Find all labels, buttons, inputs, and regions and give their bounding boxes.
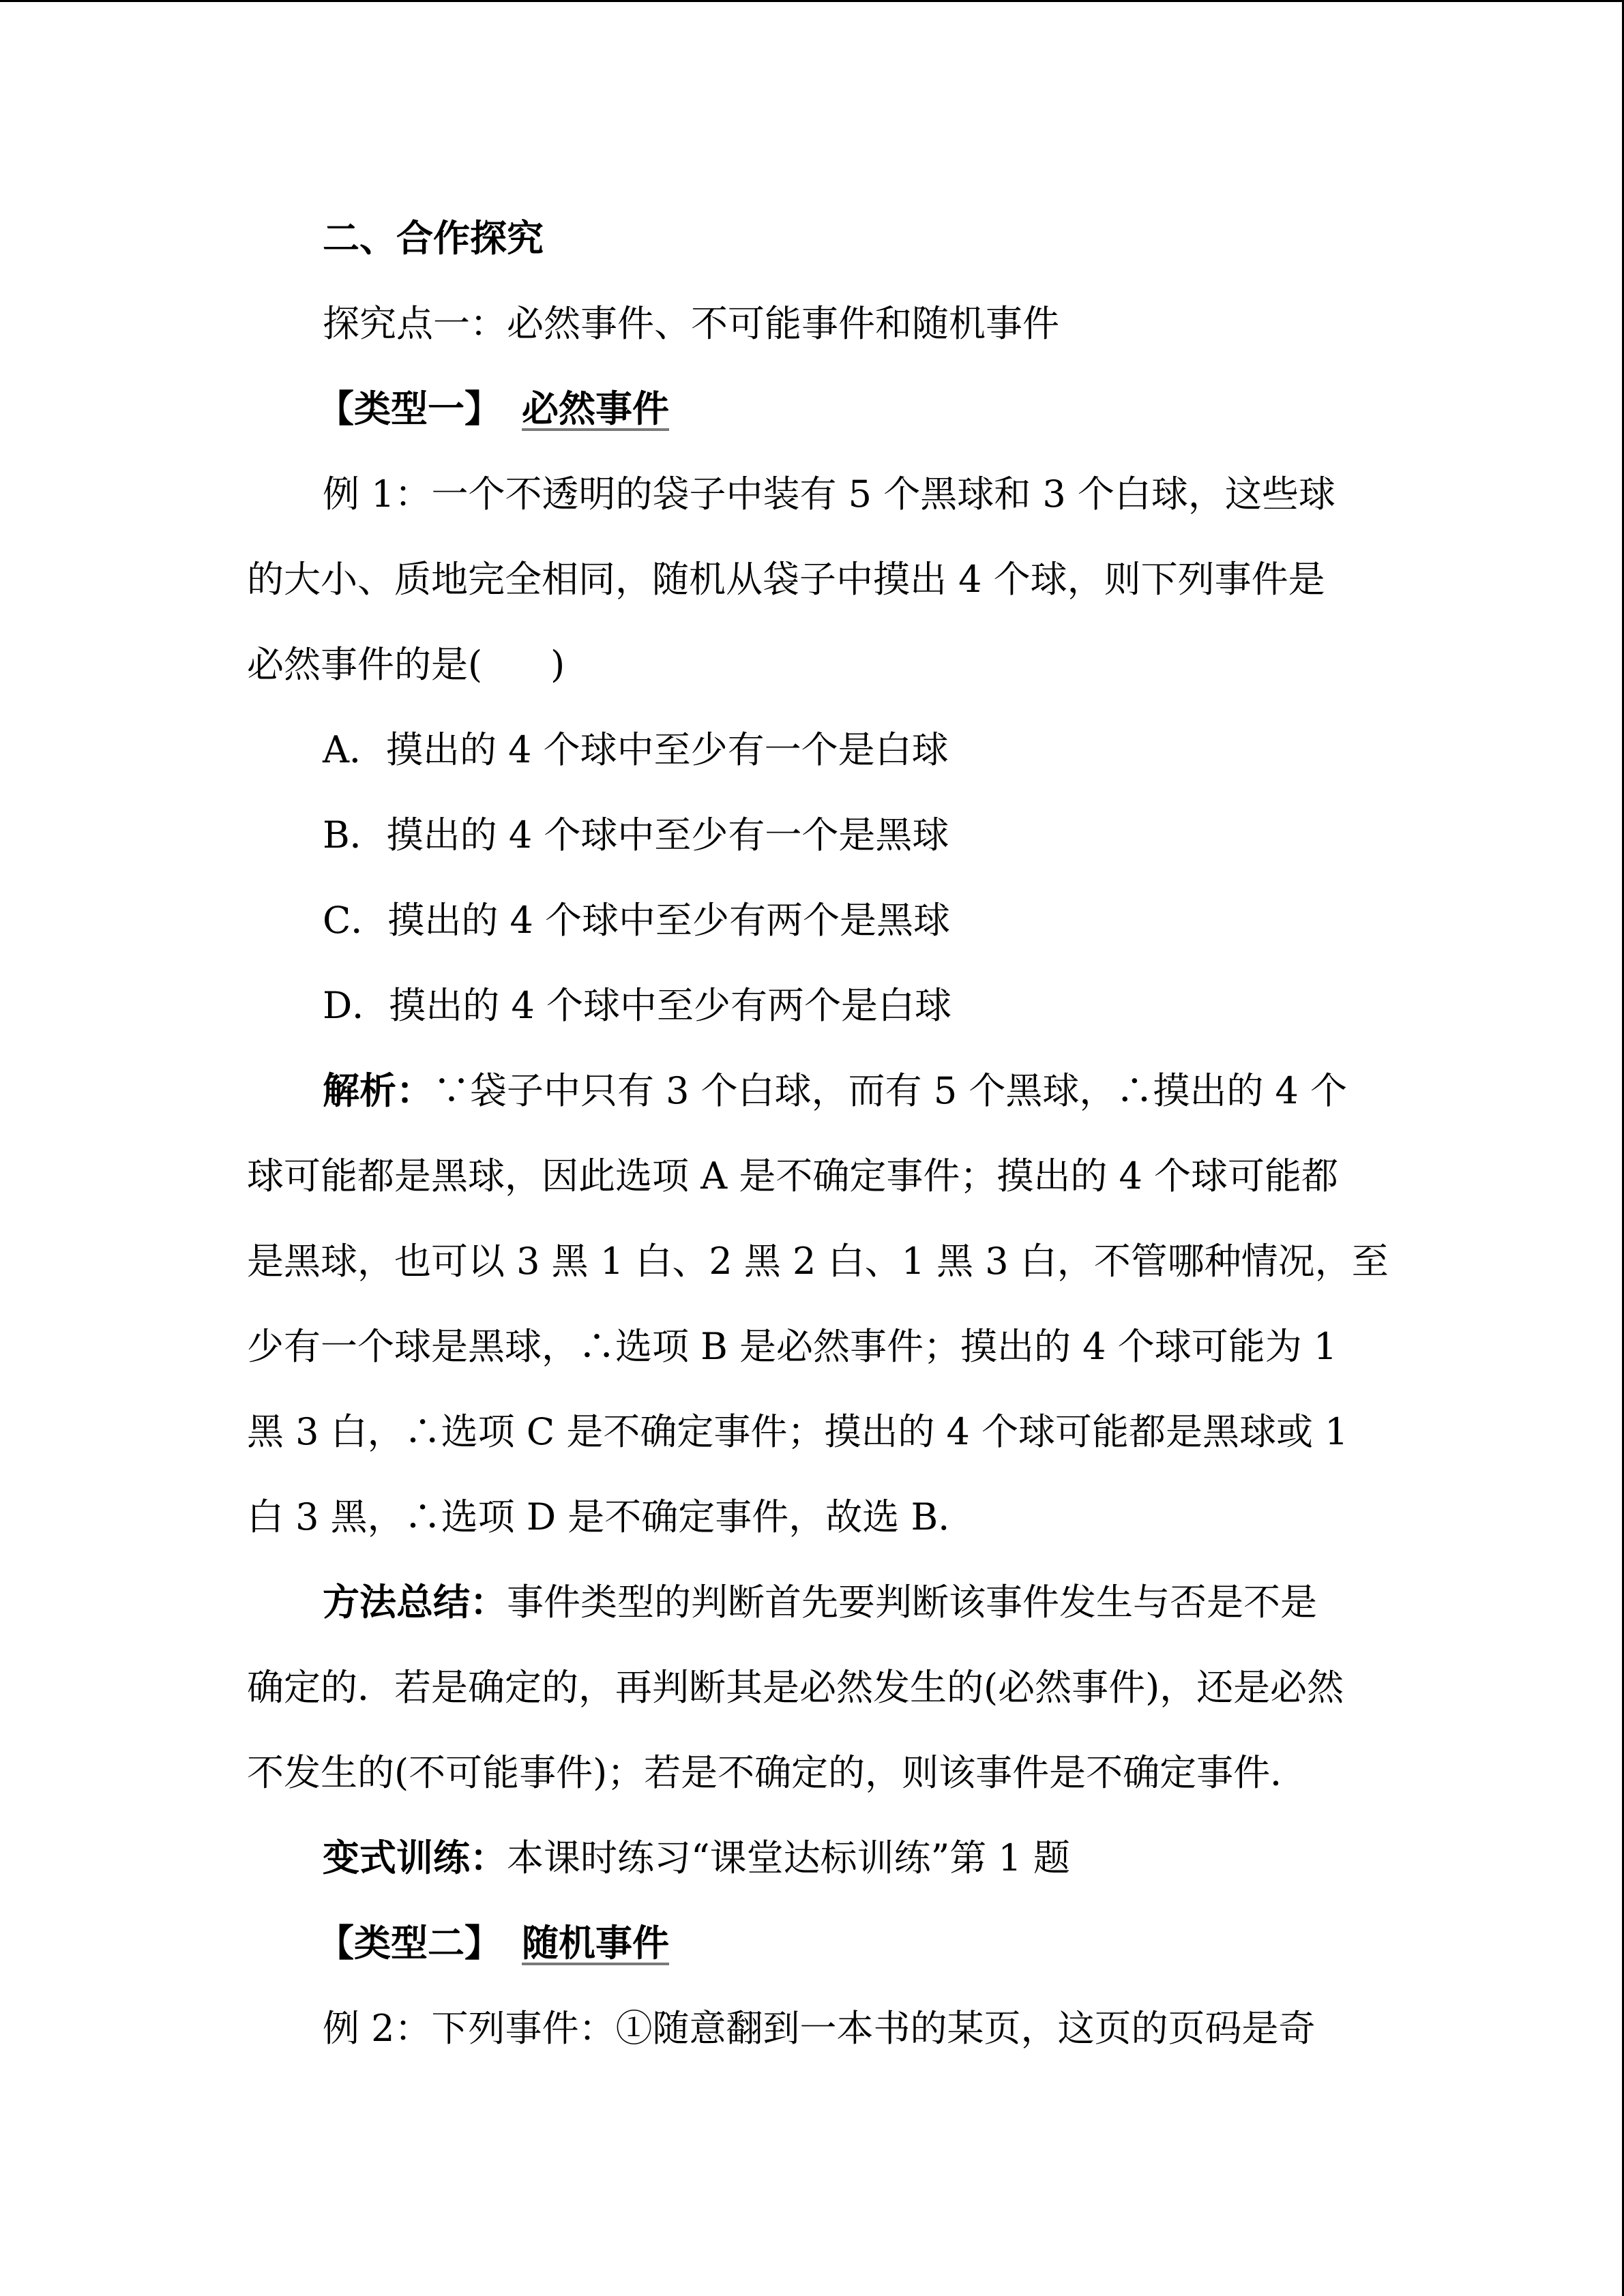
topic-heading: 探究点一：必然事件、不可能事件和随机事件 bbox=[323, 302, 1059, 345]
method-line-2: 确定的．若是确定的，再判断其是必然发生的(必然事件)，还是必然 bbox=[247, 1666, 1344, 1709]
analysis-line-1 bbox=[323, 1067, 1347, 1115]
variant-label: 变式训练： bbox=[323, 1836, 507, 1879]
type1-label: 【类型一】 bbox=[317, 387, 501, 430]
analysis-label: 解析： bbox=[323, 1069, 433, 1112]
type1-heading bbox=[317, 385, 669, 433]
option-d: D．摸出的 4 个球中至少有两个是白球 bbox=[323, 984, 951, 1027]
variant-line bbox=[323, 1834, 1070, 1882]
page-border-top bbox=[0, 0, 1624, 2]
example1-line-1: 例 1：一个不透明的袋子中装有 5 个黑球和 3 个白球，这些球 bbox=[323, 473, 1335, 516]
variant-text: 本课时练习“课堂达标训练”第 1 题 bbox=[507, 1836, 1070, 1879]
analysis-line-6: 白 3 黑，∴选项 D 是不确定事件，故选 B. bbox=[247, 1495, 950, 1538]
type2-label: 【类型二】 bbox=[317, 1922, 501, 1965]
analysis-line-4: 少有一个球是黑球，∴选项 B 是必然事件；摸出的 4 个球可能为 1 bbox=[247, 1325, 1338, 1368]
type2-heading bbox=[317, 1920, 669, 1967]
method-label: 方法总结： bbox=[323, 1581, 507, 1624]
example1-paren-close: ) bbox=[550, 643, 565, 686]
method-line-1 bbox=[323, 1579, 1317, 1626]
type1-name: 必然事件 bbox=[522, 387, 669, 430]
example1-line-2: 的大小、质地完全相同，随机从袋子中摸出 4 个球，则下列事件是 bbox=[247, 558, 1325, 601]
option-c: C．摸出的 4 个球中至少有两个是黑球 bbox=[323, 899, 951, 942]
analysis-line-5: 黑 3 白，∴选项 C 是不确定事件；摸出的 4 个球可能都是黑球或 1 bbox=[247, 1410, 1348, 1453]
type2-name: 随机事件 bbox=[522, 1922, 669, 1965]
option-b: B．摸出的 4 个球中至少有一个是黑球 bbox=[323, 814, 949, 856]
analysis-line-2: 球可能都是黑球，因此选项 A 是不确定事件；摸出的 4 个球可能都 bbox=[247, 1154, 1339, 1197]
analysis-line-3: 是黑球，也可以 3 黑 1 白、2 黑 2 白、1 黑 3 白，不管哪种情况，至 bbox=[247, 1240, 1389, 1283]
example1-line-3 bbox=[247, 641, 565, 689]
method-line-3: 不发生的(不可能事件)；若是不确定的，则该事件是不确定事件． bbox=[247, 1751, 1308, 1794]
analysis-first: ∵袋子中只有 3 个白球，而有 5 个黑球，∴摸出的 4 个 bbox=[433, 1069, 1348, 1112]
section-title: 二、合作探究 bbox=[323, 217, 544, 260]
example1-question: 必然事件的是( bbox=[247, 643, 483, 686]
example2-line-1: 例 2：下列事件：①随意翻到一本书的某页，这页的页码是奇 bbox=[323, 2007, 1316, 2050]
method-first: 事件类型的判断首先要判断该事件发生与否是不是 bbox=[507, 1581, 1317, 1624]
option-a: A．摸出的 4 个球中至少有一个是白球 bbox=[323, 728, 949, 771]
